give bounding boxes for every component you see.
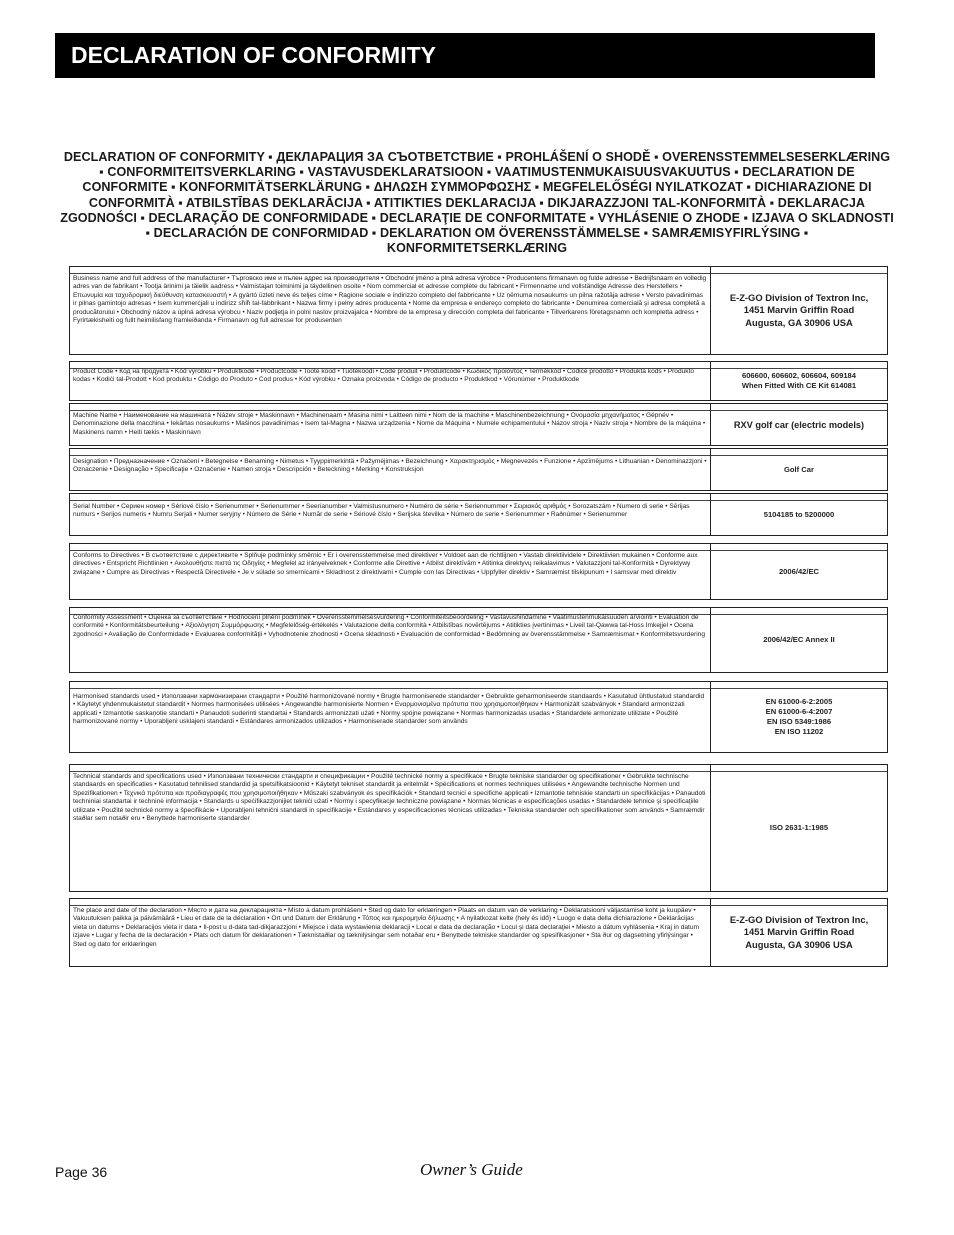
section-machine-name [69, 403, 888, 446]
section-label: Serial Number • Сериен номер • Sériové číslo • Serienummer • Serienummer • Seerianumber • Valmistusnumero • Numéro de série • Seriennummer • Σειριακός αριθμός • Sorozatszám • Numero di serie • Sērijas numurs • Serijos numeris • Numru Serjali • Numer seryjny • Número de Série • Număr de serie • Sériové číslo • Serijska številka • Número de serie • Serienummer • Raðnúmer • Serienummer [73, 503, 690, 519]
section-label: Business name and full address of the manufacturer • Търговско име и пълен адрес на производителя • Obchodní jméno a plná adresa výrobce • Producentens firmanavn og fulde adresse • Bedrijfsnaam en volledig adres van de fabrikant • Tootja ärinimi ja täielik aadress • Valmistajan toiminimi ja täydellinen osoite • Nom commercial et adresse complète du fabricant • Firmenname und vollständige Adresse des Herstellers • Επωνυμία και ταχυδρομική διεύθυνση κατασκευαστή • A gyártó üzleti neve és teljes címe • Ragione sociale e indirizzo completo del fabbricante • Uz ņēmuma nosaukums un pilna ražotāja adrese • Verslo pavadinimas ir pilnas gamintojo adresas • Isem kummerċjali u indirizz sħiħ tal-fabbrikant • Nazwa firmy i pełny adres producenta • Nome da empresa e endereço completo do fabricante • Denumirea comercială şi adresa completă a producătorului • Obchodný názov a úplná adresa výrobcu • Naziv podjetja in polni naslov proizvajalca • Nombre de la empresa y dirección completa del fabricante • Tillverkarens företagsnamn och kompletta adress • Fyrirtækisheiti og fullt heimilisfang framleiðanda • Firmanavn og full adresse for produsenten [73, 275, 707, 325]
section-conformity-assessment [69, 607, 888, 673]
section-serial-number [69, 493, 888, 536]
section-manufacturer [69, 266, 888, 355]
section-value: EN 61000-6-2:2005 EN 61000-6-4:2007 EN ISO 5349:1986 EN ISO 11202 [765, 697, 833, 736]
section-value: E-Z-GO Division of Textron Inc, 1451 Marvin Griffin Road Augusta, GA 30906 USA [729, 913, 869, 950]
section-directives [69, 543, 888, 600]
section-label: Conformity Assessment • Оценка за съответствие • Hodnocení plnění podmínek • Overensstemmelsesvurdering • Conformiteitsbeoordeling • Vastavushindamine • Vaatimustenmukaisuuden arviointi • Evaluation de conformité • Konformitätsbeurteilung • Αξιολόγηση Συμμόρφωσης • Megfelelőség-értékelés • Valutazione della conformità • Atbilstības novērtējums • Atitikties įvertinimas • Liveil tal-Qawwa tal-Hoss Imkejjel • Ocena zgodności • Avaliação de Conformidade • Evaluarea conformităţii • Vyhodnotenie zhodnosti • Ocena skladnosti • Evaluación de conformidad • Bedömning av överensstämmelse • Samræmismat • Konformitetsvurdering [73, 614, 706, 638]
section-place-date [69, 898, 888, 967]
section-value: 606600, 606602, 606604, 609184 When Fitted With CE Kit 614081 [741, 371, 857, 390]
footer-guide-title: Owner’s Guide [420, 1160, 523, 1179]
section-label: Machine Name • Наименование на машината • Název stroje • Maskinnavn • Machinenaam • Masina nimi • Laitteen nimi • Nom de la machine • Maschinenbezeichnung • Ονομασία μηχανήματος • Gépnév • Denominazione della macchina • Iekārtas nosaukums • Mašinos pavadinimas • Isem tal-Magna • Nazwa urządzenia • Nome da Máquina • Numele echipamentului • Názov stroja • Naziv stroja • Nombre de la máquina • Maskinens namn • Heiti tækis • Maskinnavn [73, 412, 706, 436]
section-value: 5104185 to 5200000 [763, 509, 835, 519]
section-designation [69, 448, 888, 491]
section-value: Golf Car [784, 464, 814, 474]
page-title-banner [55, 33, 875, 78]
page-number: Page 36 [55, 1164, 108, 1180]
page-title: DECLARATION OF CONFORMITY [71, 42, 436, 68]
section-label: The place and date of the declaration • Място и дата на декларацията • Místo a datum prohlášení • Sted og dato for erklæringen • Plaats en datum van de verklaring • Deklaratsiooni väljastamise koht ja kuupäev • Vakuutuksen paikka ja päivämäärä • Lieu et date de la déclaration • Ort und Datum der Erklärung • Τόπος και ημερομηνία δήλωσης • A nyilatkozat kelte (hely és idő) • Luogo e data della dichiarazione • Deklarācijas vieta un datums • Deklaracijos vieta ir data • Il-post u d-data tad-dikjarazzjoni • Miejsce i data wystawienia deklaracji • Local e data da declaração • Locul şi data declaraţiei • Miesto a dátum vyhlásenia • Kraj in datum izjave • Lugar y fecha de la declaración • Plats och datum för deklarationen • Tæknistaðlar og tæknilýsingar sem notaðar eru • Benyttede tekniske standarder og spesifikasjoner • Sta ður og dagsetning yfirlýsingar • Sted og dato for erklæringen [73, 907, 700, 948]
section-label: Harmonised standards used • Използвани хармонизирани стандарти • Použité harmonizované normy • Brugte harmoniserede standarder • Gebruikte geharmoniseerde standaards • Kasutatud ühtlustatud standardid • Käytetyt yhdenmukaistetut standardit • Normes harmonisées utilisées • Angewandte harmonisierte Normen • Εναρμονισμένα πρότυπα που χρησιμοποιήθηκαν • Harmonizált szabványok • Standard armonizzati applicati • Izmantotie saskaņotie standarti • Panaudoti suderinti standartai • Standards armonizzati użati • Normy spójne powiązane • Normas harmonizadas usadas • Standardele armonizate utilizate • Použité harmonizované normy • Uporabljeni usklajeni standardi • Estándares armonizados utilizados • Harmoniserade standarder som används [73, 693, 705, 726]
section-label: Technical standards and specifications used • Използвани технически стандарти и спецификации • Použité technické normy a specifikace • Brugte tekniske standarder og specifikationer • Gebruikte technische standaards en specificaties • Kasutatud tehnilised standardid ja spetsifikatsioonid • Käytetyt tekniset standardit ja eritelmät • Spécifications et normes techniques utilisées • Angewandte technische Normen und Spezifikationen • Τεχνικά πρότυπα και προδιαγραφές που χρησιμοποιήθηκαν • Műszaki szabványok és specifikációk • Standard tecnici e specifiche applicati • Izmantotie tehniskie standarti un specifikācijas • Panaudoti techniniai standartai ir techninė informacija • Standards u speċifikazzjonijiet tekniċi użati • Normy i specyfikacje techniczne powiązane • Normas técnicas e especificações usadas • Standardele tehnice şi specificaţiile utilizate • Použité technické normy a špecifikácie • Uporabljeni tehnični standardi in specifikacije • Estándares y especificaciones técnicas utilizadas • Tekniska standarder och specifikationer som används • Samræmdir staðlar sem notaðir eru • Benyttede harmoniserte standarder [73, 773, 706, 823]
section-value: RXV golf car (electric models) [733, 419, 865, 430]
section-harmonised-standards [69, 681, 888, 753]
section-label: Conforms to Directives • В съответствие с директивите • Splňuje podmínky směrnic • Er i overensstemmelse med direktiver • Voldoet aan de richtlijnen • Vastab direktiividele • Direktiivien mukainen • Conforme aux directives • Entspricht Richtlinien • Ακολουθήστε πιστά τις Οδηγίες • Megfelel az irányelveknek • Conforme alle Direttive • Atbilst direktīvām • Atitinka direktyvų reikalavimus • Valutazzjoni tal-Konformità • Dyrektywy związane • Cumpre as Directivas • Respectă Directivele • Je v súlade so smernicami • Skladnost z direktivami • Cumple con las Directivas • Uppfyller direktiv • Samræmist tilskipunum • I samsvar med direktiv [73, 552, 698, 576]
section-value: 2006/42/EC [778, 566, 820, 576]
section-label: Designation • Предназначение • Označení • Betegnelse • Benaming • Nimetus • Tyyppimerkintä • Pažymėjimas • Bezeichnung • Χαρακτηρισμός • Megnevezés • Funzione • Apzīmējums • Lithuanian • Denominazzjoni • Oznaczenie • Designação • Specificaţie • Označenie • Namen stroja • Descripción • Beteckning • Merking • Konstruksjon [73, 458, 707, 474]
section-value: ISO 2631-1:1985 [769, 823, 829, 832]
section-product-code [69, 361, 888, 401]
section-value: E-Z-GO Division of Textron Inc, 1451 Marvin Griffin Road Augusta, GA 30906 USA [729, 291, 869, 328]
section-label: Product Code • Код на продукта • Kód výrobku • Produktkode • Productcode • Toote kood • Tuotekoodi • Code produit • Produktcode • Κωδικός προϊόντος • Termékkód • Codice prodotto • Produkta kods • Produkto kodas • Kodiċi tal-Prodott • Kod produktu • Código do Produto • Cod produs • Kód výrobku • Oznaka proizvoda • Código de producto • Produktkod • Vörunúmer • Produktkode [73, 368, 695, 384]
section-technical-standards [69, 764, 888, 892]
section-value: 2006/42/EC Annex II [763, 635, 835, 644]
multilingual-title: DECLARATION OF CONFORMITY ▪ ДЕКЛАРАЦИЯ ЗА СЪОТВЕТСТВИЕ ▪ PROHLÁŠENÍ O SHODĚ ▪ OVERENSSTEMMELSESERKLÆRING ▪ CONFORMITEITSVERKLARING ▪ VASTAVUSDEKLARATSIOON ▪ VAATIMUSTENMUKAISUUSVAKUUTUS ▪ DECLARATION DE CONFORMITE ▪ KONFORMITÄTSERKLÄRUNG ▪ ΔΗΛΩΣΗ ΣΥΜΜΟΡΦΩΣΗΣ ▪ MEGFELELŐSÉGI NYILATKOZAT ▪ DICHIARAZIONE DI CONFORMITÀ ▪ ATBILSTĪBAS DEKLARĀCIJA ▪ ATITIKTIES DEKLARACIJA ▪ DIKJARAZZJONI TAL-KONFORMITÀ ▪ DEKLARACJA ZGODNOŚCI ▪ DECLARAÇÃO DE CONFORMIDADE ▪ DECLARAŢIE DE CONFORMITATE ▪ VYHLÁSENIE O ZHODE ▪ IZJAVA O SKLADNOSTI ▪ DECLARACIÓN DE CONFORMIDAD ▪ DEKLARATION OM ÖVERENSSTÄMMELSE ▪ SAMRÆMISYFIRLÝSING ▪ KONFORMITETSERKLÆRING [60, 150, 894, 256]
